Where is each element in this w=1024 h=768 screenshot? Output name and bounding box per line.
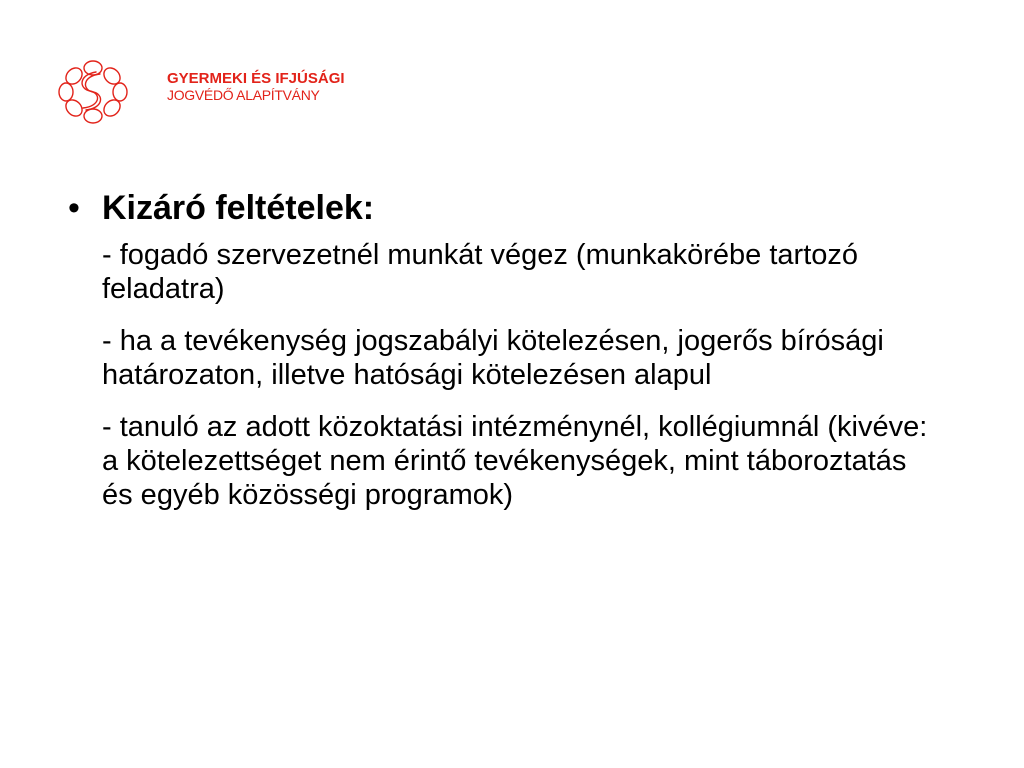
logo-subtitle: JOGVÉDŐ ALAPÍTVÁNY xyxy=(167,87,320,103)
condition-list xyxy=(66,238,966,512)
condition-item: - tanuló az adott közoktatási intézménynél, kollégiumnál (kivéve: a kötelezettséget nem érintő tevékenységek, mint táboroztatás és egyéb közösségi programok) xyxy=(102,411,928,511)
bullet-icon: • xyxy=(68,189,80,227)
condition-item: - fogadó szervezetnél munkát végez (munkakörébe tartozó feladatra) xyxy=(102,239,859,305)
organization-logo xyxy=(52,56,352,126)
slide-content xyxy=(66,186,966,530)
logo-text xyxy=(167,70,345,104)
swirl-logo-icon xyxy=(52,56,134,126)
logo-title: GYERMEKI ÉS IFJÚSÁGI xyxy=(167,70,345,87)
heading-text: Kizáró feltételek: xyxy=(102,189,375,227)
bullet-heading xyxy=(66,186,966,230)
condition-item: - ha a tevékenység jogszabályi kötelezésen, jogerős bírósági határozaton, illetve hatósági kötelezésen alapul xyxy=(102,325,884,391)
